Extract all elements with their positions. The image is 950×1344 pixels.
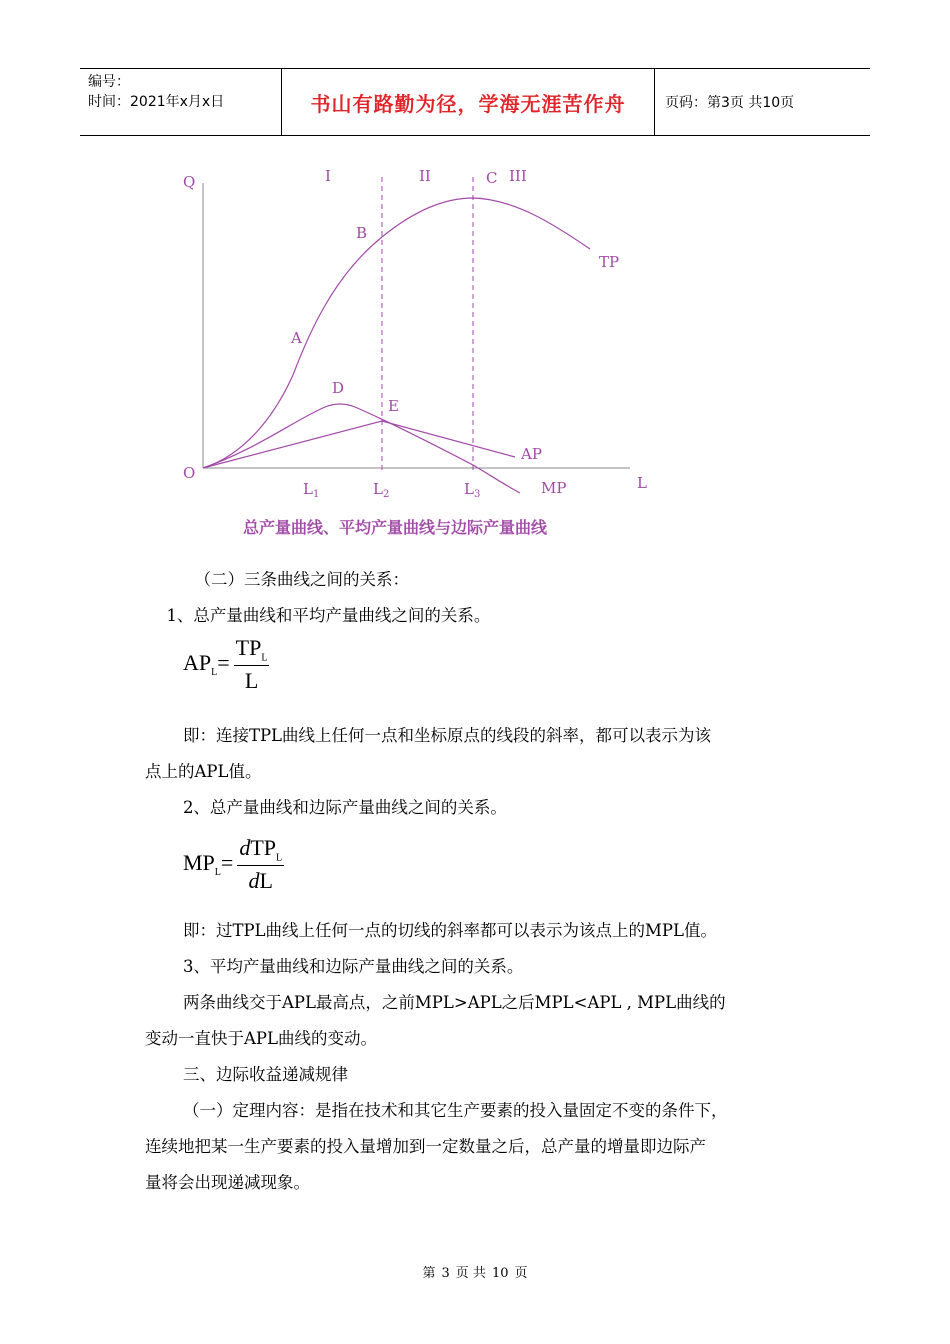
label-d: D xyxy=(332,379,345,397)
label-stage-2: II xyxy=(419,167,431,185)
explain-3a: 两条曲线交于APL最高点，之前MPL>APL之后MPL<APL , MPL曲线的 xyxy=(182,993,726,1012)
explain-3b: 变动一直快于APL曲线的变动。 xyxy=(145,1029,377,1048)
page-footer: 第 3 页 共 10 页 xyxy=(422,1266,528,1281)
footer-total-pages: 10 xyxy=(491,1266,509,1281)
footer-page-number: 3 xyxy=(441,1266,450,1281)
ap-curve xyxy=(203,421,515,468)
label-ap: AP xyxy=(521,445,542,463)
production-curves-svg xyxy=(175,155,675,550)
label-a: A xyxy=(291,329,302,347)
header-time: 时间：2021年x月x日 xyxy=(88,94,225,110)
label-tp: TP xyxy=(599,253,620,271)
section-3-heading: 三、边际收益递减规律 xyxy=(182,1065,348,1084)
header-motto: 书山有路勤为径，学海无涯苦作舟 xyxy=(282,69,655,135)
page-header xyxy=(80,68,870,136)
explain-2: 即：过TPL曲线上任何一点的切线的斜率都可以表示为该点上的MPL值。 xyxy=(182,921,717,940)
law-3: 量将会出现递减现象。 xyxy=(145,1173,310,1192)
formula-mp: $MP_L=$ $\frac{dTP_L}{dL}$ xyxy=(183,835,283,894)
item-1: 1、总产量曲线和平均产量曲线之间的关系。 xyxy=(166,606,491,625)
body-text xyxy=(145,562,825,634)
label-o: O xyxy=(183,464,196,482)
explain-1b: 点上的APL值。 xyxy=(145,762,262,781)
label-q: Q xyxy=(183,173,196,191)
formula-ap: $AP_L=$ $\frac{TP_L}{L}$ xyxy=(183,635,268,694)
law-1: （一）定理内容：是指在技术和其它生产要素的投入量固定不变的条件下， xyxy=(182,1101,728,1120)
production-curves-figure xyxy=(175,155,675,550)
label-stage-1: I xyxy=(325,167,331,185)
header-page: 页码：第3页 共10页 xyxy=(665,95,795,111)
label-c: C xyxy=(486,169,498,187)
header-info xyxy=(80,69,282,135)
law-2: 连续地把某一生产要素的投入量增加到一定数量之后，总产量的增量即边际产 xyxy=(145,1137,706,1156)
label-l1: $L_1$ xyxy=(303,480,320,500)
label-l2: $L_2$ xyxy=(373,480,390,500)
explain-block-2 xyxy=(145,913,825,1201)
item-2: 2、总产量曲线和边际产量曲线之间的关系。 xyxy=(182,798,507,817)
label-l3: $L_3$ xyxy=(464,480,481,500)
label-mp: MP xyxy=(541,479,567,497)
label-stage-3: III xyxy=(509,167,527,185)
explain-block-1 xyxy=(145,718,825,826)
explain-1a: 即：连接TPL曲线上任何一点和坐标原点的线段的斜率，都可以表示为该 xyxy=(182,726,712,745)
figure-caption: 总产量曲线、平均产量曲线与边际产量曲线 xyxy=(243,518,548,537)
item-3: 3、平均产量曲线和边际产量曲线之间的关系。 xyxy=(182,957,524,976)
section-2-heading: （二）三条曲线之间的关系： xyxy=(194,570,409,589)
header-number: 编号： xyxy=(88,74,130,90)
label-b: B xyxy=(356,224,368,242)
label-l-axis: L xyxy=(637,474,647,492)
label-e: E xyxy=(388,397,399,415)
tp-curve xyxy=(203,198,590,468)
